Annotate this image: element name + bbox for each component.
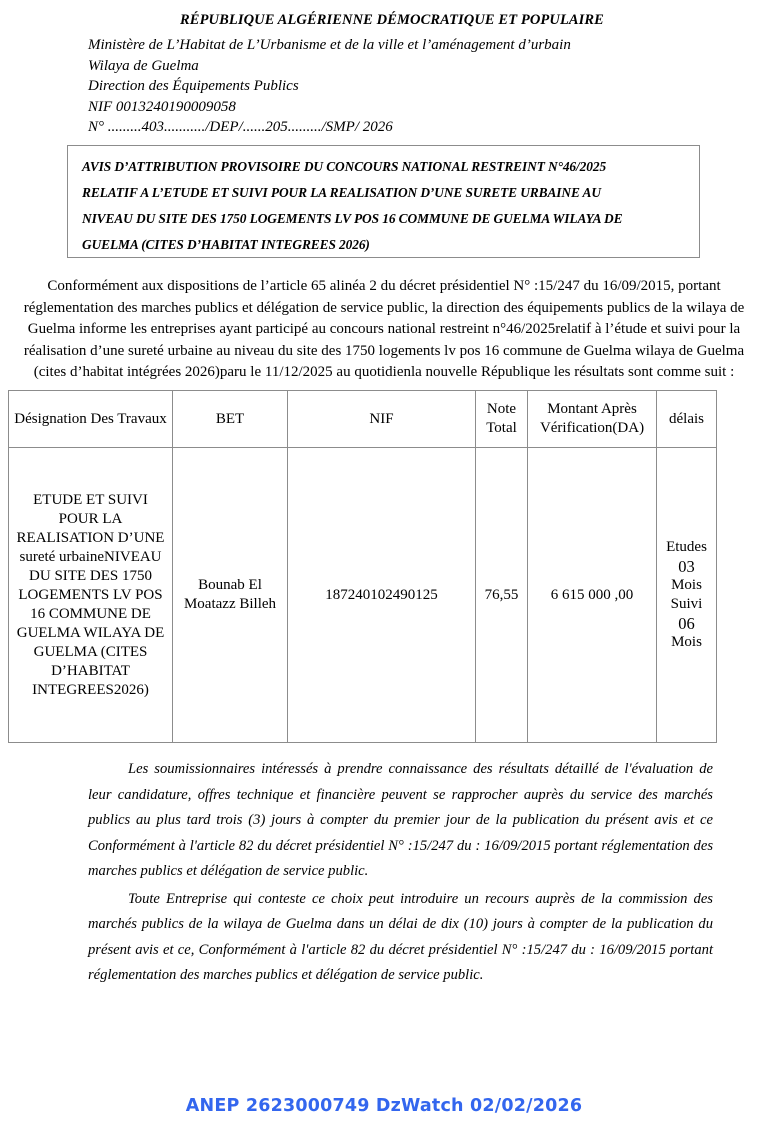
notice-title-line-1: AVIS D’ATTRIBUTION PROVISOIRE DU CONCOURS NATIONAL RESTREINT N°46/2025	[82, 159, 607, 174]
header-note-total: Note Total	[476, 391, 528, 448]
cell-delais	[657, 448, 717, 743]
results-table	[8, 390, 717, 743]
notice-title-line-3: NIVEAU DU SITE DES 1750 LOGEMENTS LV POS 16 COMMUNE DE GUELMA WILAYA DE	[82, 211, 623, 226]
wilaya-line: Wilaya de Guelma	[88, 57, 199, 74]
notice-title-box	[67, 145, 700, 258]
closing-paragraph-1: Les soumissionnaires intéressés à prendre connaissance des résultats détaillé de l'évaluation de leur candidature, offres technique et financière peuvent se rapprocher auprès du service des marchés publics au plus tard trois (3) jours à compter du premier jour de la publication du présent avis et ce Conformément à l'article 82 du décret présidentiel N° :15/247 du : 16/09/2015 portant réglementation des marches publics et délégation de service public.	[88, 761, 713, 879]
header-delais: délais	[657, 391, 717, 448]
notice-title-line-4: GUELMA (CITES D’HABITAT INTEGREES 2026)	[82, 237, 370, 252]
delais-suivi-label: Suivi	[670, 596, 703, 612]
cell-designation: ETUDE ET SUIVI POUR LA REALISATION D’UNE sureté urbaineNIVEAU DU SITE DES 1750 LOGEMENTS LV POS 16 COMMUNE DE GUELMA WILAYA DE GUELMA (CITES D’HABITAT INTEGREES2026)	[9, 448, 173, 743]
delais-etudes-label: Etudes	[666, 539, 707, 555]
table-row	[9, 448, 717, 743]
direction-line: Direction des Équipements Publics	[88, 78, 299, 94]
notice-title-line-2: RELATIF A L’ETUDE ET SUIVI POUR LA REALISATION D’UNE SURETE URBAINE AU	[82, 185, 601, 200]
delais-suivi-unit: Mois	[671, 634, 702, 650]
cell-nif: 187240102490125	[288, 448, 476, 743]
letterhead	[88, 12, 708, 138]
delais-suivi-value: 06	[678, 614, 695, 633]
cell-montant: 6 615 000 ,00	[528, 448, 657, 743]
header-montant: Montant Après Vérification(DA)	[528, 391, 657, 448]
republic-title: RÉPUBLIQUE ALGÉRIENNE DÉMOCRATIQUE ET POPULAIRE	[180, 12, 604, 28]
nif-line: NIF 0013240190009058	[88, 98, 236, 115]
ministry-line: Ministère de L’Habitat de L’Urbanisme et de la ville et l’aménagement d’urbain	[88, 37, 571, 53]
delais-etudes-value: 03	[678, 557, 695, 576]
closing-paragraph-2: Toute Entreprise qui conteste ce choix peut introduire un recours auprès de la commission des marchés publics de la wilaya de Guelma dans un délai de dix (10) jours à compter de la publication du présent avis et ce, Conformément à l'article 82 du décret présidentiel N° :15/247 du : 16/09/2015 portant réglementation des marches publics et délégation de service public.	[88, 890, 713, 983]
anep-footer: ANEP 2623000749 DzWatch 02/02/2026	[185, 1096, 583, 1116]
closing-section	[88, 757, 713, 991]
intro-paragraph: Conformément aux dispositions de l’article 65 alinéa 2 du décret présidentiel N° :15/247 du 16/09/2015, portant réglementation des marches publics et délégation de service public, la direction des équipements publics de la wilaya de Guelma informe les entreprises ayant participé au concours national restreint n°46/2025relatif à l’étude et suivi pour la réalisation d’une sureté urbaine au niveau du site des 1750 logements lv pos 16 commune de Guelma wilaya de Guelma (cites d’habitat intégrées 2026)paru le 11/12/2025 au quotidienla nouvelle République les résultats sont comme suit :	[23, 278, 745, 380]
reference-line: N° .........403.........../DEP/......205........./SMP/ 2026	[88, 119, 393, 135]
delais-etudes-unit: Mois	[671, 577, 702, 593]
header-designation: Désignation Des Travaux	[9, 391, 173, 448]
cell-bet: Bounab El Moatazz Billeh	[173, 448, 288, 743]
header-nif: NIF	[288, 391, 476, 448]
header-bet: BET	[173, 391, 288, 448]
table-header-row	[9, 391, 717, 448]
cell-note-total: 76,55	[476, 448, 528, 743]
